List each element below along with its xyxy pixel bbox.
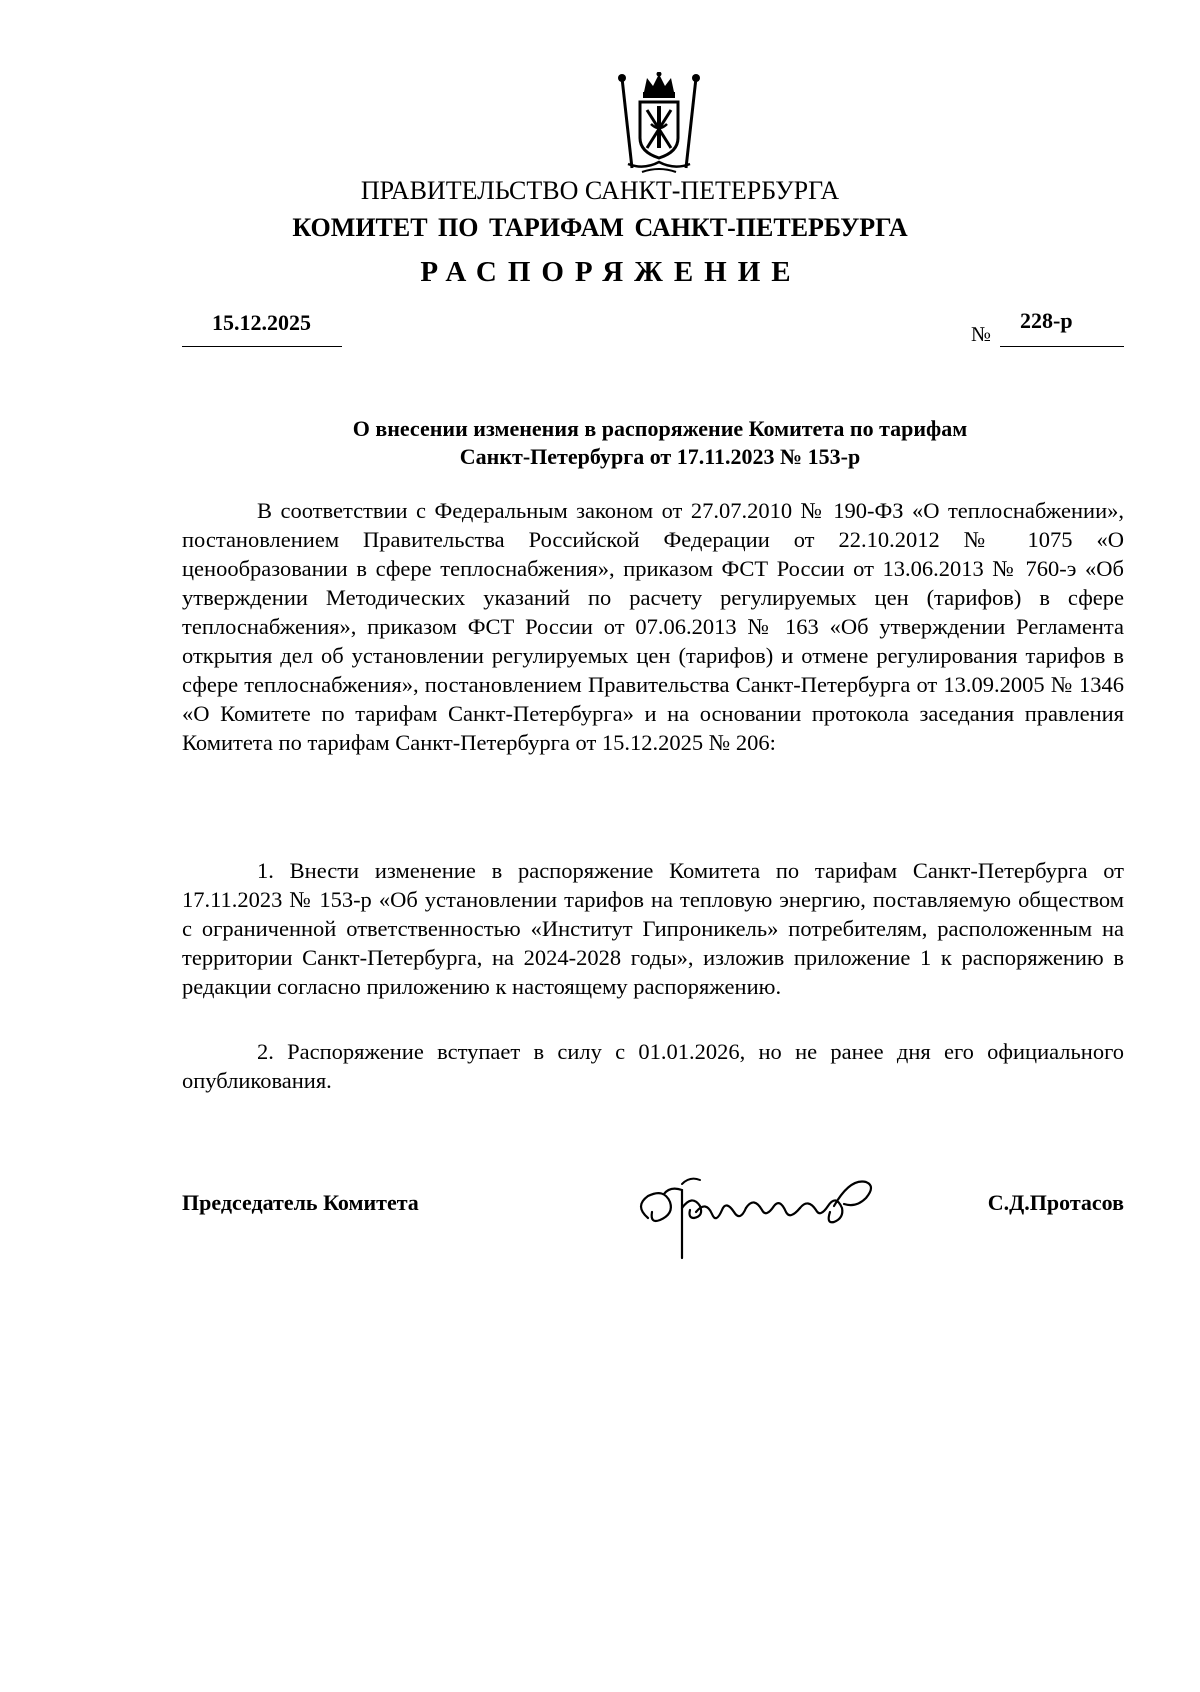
signatory-name: С.Д.Протасов <box>987 1190 1124 1215</box>
document-type-title: РАСПОРЯЖЕНИЕ <box>420 256 802 288</box>
document-number: 228-р <box>1020 308 1073 333</box>
document-date-field <box>182 310 342 347</box>
document-subject-line-1: О внесении изменения в распоряжение Комитета по тарифам <box>352 416 968 441</box>
document-subject-line-2: Санкт-Петербурга от 17.11.2023 № 153-р <box>459 444 861 469</box>
clause-2-paragraph: 2. Распоряжение вступает в силу с 01.01.2026, но не ранее дня его официального опубликования. <box>182 1039 1124 1093</box>
signatory-position: Председатель Комитета <box>182 1190 419 1215</box>
handwritten-signature-icon <box>630 1158 900 1268</box>
spb-coat-of-arms-icon <box>614 72 704 176</box>
government-header: ПРАВИТЕЛЬСТВО САНКТ-ПЕТЕРБУРГА <box>360 176 840 205</box>
document-number-field <box>1000 308 1124 347</box>
number-sign: № <box>971 322 992 346</box>
clause-1-paragraph: 1. Внести изменение в распоряжение Комитета по тарифам Санкт-Петербурга от 17.11.2023 № 153-р «Об установлении тарифов на тепловую энергию, поставляемую обществом с ограниченной ответственностью «Институт Гипроникель» потребителям, расположенным на территории Санкт-Петербурга, на 2024-2028 годы», изложив приложение 1 к распоряжению в редакции согласно приложению к настоящему распоряжению. <box>182 858 1124 999</box>
document-date: 15.12.2025 <box>212 310 311 335</box>
committee-header: КОМИТЕТ ПО ТАРИФАМ САНКТ-ПЕТЕРБУРГА <box>292 213 908 242</box>
preamble-paragraph: В соответствии с Федеральным законом от 27.07.2010 № 190-ФЗ «О теплоснабжении», постановлением Правительства Российской Федерации от 22.10.2012 № 1075 «О ценообразовании в сфере теплоснабжения», приказом ФСТ России от 13.06.2013 № 760-э «Об утверждении Методических указаний по расчету регулируемых цен (тарифов) в сфере теплоснабжения», приказом ФСТ России от 07.06.2013 № 163 «Об утверждении Регламента открытия дел об установлении регулируемых цен (тарифов) и отмене регулирования тарифов в сфере теплоснабжения», постановлением Правительства Санкт-Петербурга от 13.09.2005 № 1346 «О Комитете по тарифам Санкт-Петербурга» и на основании протокола заседания правления Комитета по тарифам Санкт-Петербурга от 15.12.2025 № 206: <box>182 498 1124 755</box>
